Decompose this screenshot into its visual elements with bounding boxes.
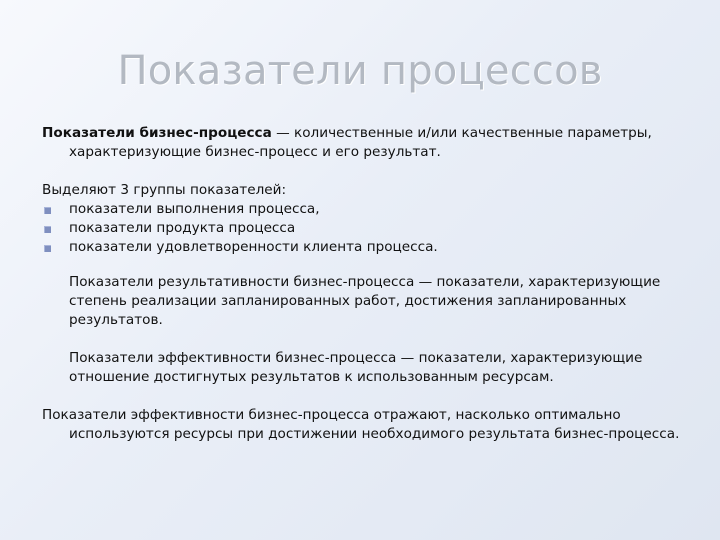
slide-title: Показатели процессов bbox=[117, 48, 603, 94]
definition-text: — количественные и/или качественные параметры, характеризующие бизнес-процесс и его результат. bbox=[69, 125, 652, 160]
square-bullet-icon bbox=[44, 245, 51, 252]
square-bullet-icon bbox=[44, 207, 51, 214]
groups-list bbox=[42, 200, 682, 257]
square-bullet-icon bbox=[44, 226, 51, 233]
list-item: показатели удовлетворенности клиента процесса. bbox=[42, 238, 682, 257]
list-item: показатели выполнения процесса, bbox=[42, 200, 682, 219]
conclusion-paragraph: Показатели эффективности бизнес-процесса отражают, насколько оптимально используются ресурсы при достижении необходимого результата бизнес-процесса. bbox=[42, 407, 680, 442]
definition-paragraph bbox=[42, 124, 682, 162]
groups-intro: Выделяют 3 группы показателей: bbox=[42, 182, 287, 198]
list-item: показатели продукта процесса bbox=[42, 219, 682, 238]
slide-content bbox=[42, 124, 682, 444]
efficiency-indicators-paragraph: Показатели эффективности бизнес-процесса — показатели, характеризующие отношение достигнутых результатов к использованным ресурсам. bbox=[69, 350, 643, 385]
definition-term: Показатели бизнес-процесса bbox=[42, 125, 272, 141]
result-indicators-paragraph: Показатели результативности бизнес-процесса — показатели, характеризующие степень реализации запланированных работ, достижения запланированных результатов. bbox=[69, 274, 661, 328]
